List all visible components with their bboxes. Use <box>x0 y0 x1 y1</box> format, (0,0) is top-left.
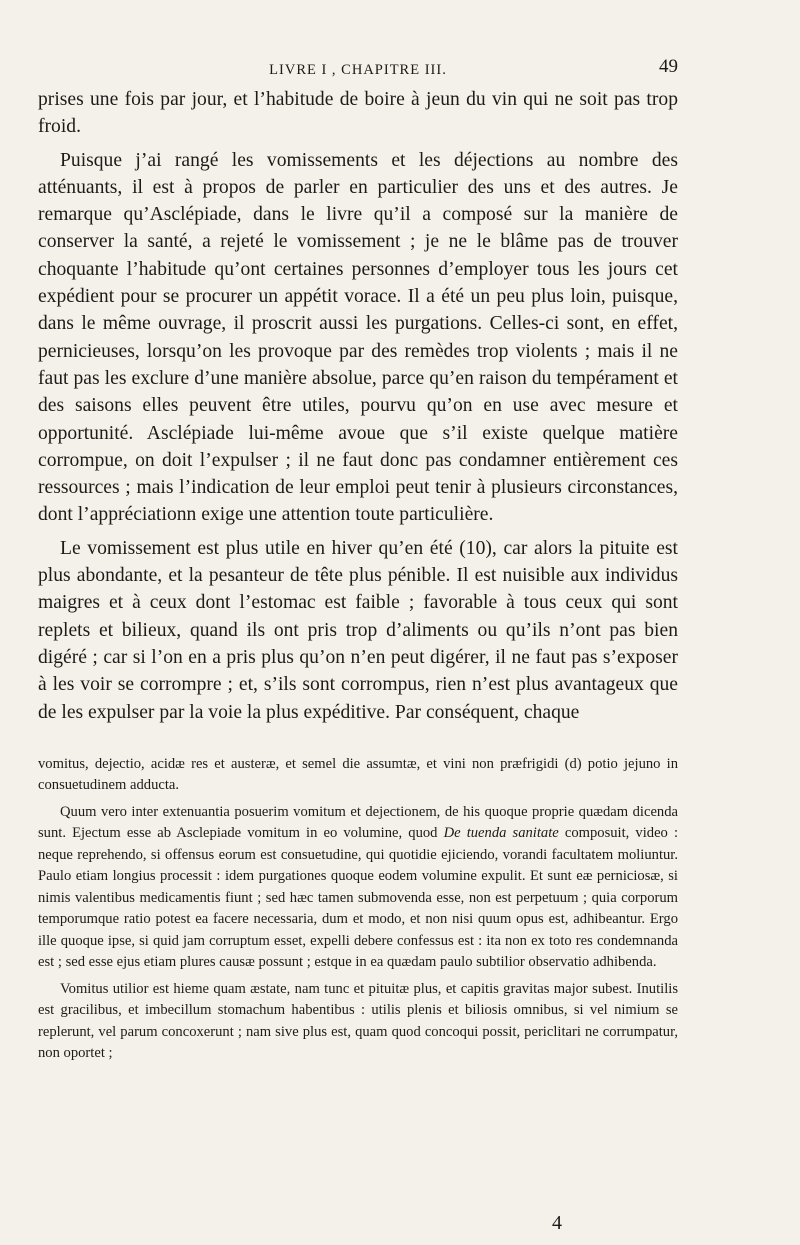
book-page <box>38 56 678 1065</box>
signature-mark: 4 <box>552 1212 562 1234</box>
french-paragraph-2: Puisque j’ai rangé les vomissements et les déjections au nombre des atténuants, il est à propos de parler en particulier des uns et des autres. Je remarque qu’Asclépiade, dans le livre qu’il a composé sur la manière de conserver la santé, a rejeté le vomissement ; je ne le blâme pas de trouver choquante l’habitude qu’ont certaines personnes d’employer tous les jours cet expédient pour se procurer un appétit vorace. Il a été un peu plus loin, puisque, dans le même ouvrage, il proscrit aussi les purgations. Celles-ci sont, en effet, pernicieuses, lorsqu’on les provoque par des remèdes trop violents ; mais il ne faut pas les exclure d’une manière absolue, parce qu’en raison du tempérament et des saisons elles peuvent être utiles, pourvu qu’on en use avec mesure et opportunité. Asclépiade lui-même avoue que s’il existe quelque matière corrompue, on doit l’expulser ; il ne faut donc pas condamner entièrement ces ressources ; mais l’indication de leur emploi peut tenir à plusieurs circonstances, dont l’appréciationn exige une attention toute particulière. <box>38 149 678 526</box>
page-number: 49 <box>659 56 678 77</box>
latin-paragraph-2-end: composuit, video : neque reprehendo, si offensus eorum est consuetudine, qui quotidie ejiciendo, vorandi facultatem moliuntur. Paulo etiam longius processit : idem purgationes quoque eodem volumine expulit. Et sunt eæ perniciosæ, si nimis valentibus medicamentis fiunt ; sed hæc tamen submovenda esse, non est perpetuum ; quia corporum temporumque ratio potest ea facere necessaria, dum et modo, et non nisi quum opus est, adhibeantur. Ergo ille quoque ipse, si quid jam corruptum esset, expelli debere confessus est : ita non ex toto res condemnanda est ; sed esse ejus etiam plures causæ possunt ; estque in ea quædam paulo subtilior observatio adhibenda. <box>38 825 678 971</box>
book-title: De tuenda sanitate <box>443 825 559 842</box>
latin-paragraph-1: vomitus, dejectio, acidæ res et austeræ, et semel die assumtæ, et vini non præfrigidi (d) potio jejuno in consuetudinem adducta. <box>38 755 678 794</box>
french-paragraph-3: Le vomissement est plus utile en hiver qu’en été (10), car alors la pituite est plus abondante, et la pesanteur de tête plus pénible. Il est nuisible aux individus maigres et à ceux dont l’estomac est faible ; favorable à tous ceux qui sont replets et bilieux, quand ils ont pris trop d’aliments ou qu’ils n’ont pas bien digéré ; car si l’on en a pris plus qu’on n’en peut digérer, il ne faut pas s’exposer à les voir se corrompre ; et, s’ils sont corrompus, rien n’est plus avantageux que de les expulser par la voie la plus expéditive. Par conséquent, chaque <box>38 537 678 723</box>
latin-paragraph-2 <box>38 802 678 974</box>
french-text <box>38 86 678 726</box>
page-header <box>38 56 678 86</box>
latin-paragraph-2-start: Quum vero inter extenuantia posuerim vomitum et dejectionem, de his quoque proprie quædam dicenda sunt. Ejectum esse ab Asclepiade vomitum in eo volumine, quod <box>38 803 678 842</box>
latin-text <box>38 754 678 1065</box>
running-head: LIVRE I , CHAPITRE III. <box>269 62 447 78</box>
french-paragraph-1: prises une fois par jour, et l’habitude de boire à jeun du vin qui ne soit pas trop froid. <box>38 89 678 138</box>
latin-paragraph-3: Vomitus utilior est hieme quam æstate, nam tunc et pituitæ plus, et capitis gravitas major subest. Inutilis est gracilibus, et imbecillum stomachum habentibus : utilis plenis et biliosis omnibus, si vel nimium se replerunt, vel parum concoxerunt ; nam sive plus est, quam quod concoqui possit, periclitari ne corrumpatur, non oportet ; <box>38 980 678 1062</box>
